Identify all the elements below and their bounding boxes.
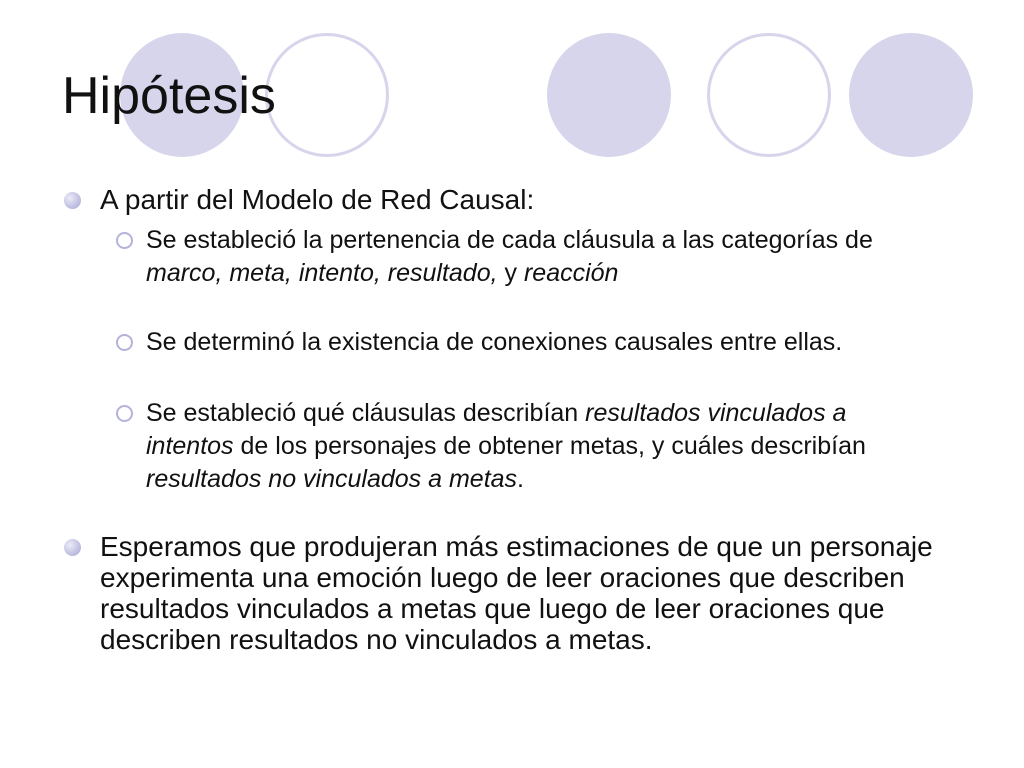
subbullet-text: Se determinó la existencia de conexiones causales entre ellas. (146, 328, 843, 356)
subbullet-text: Se estableció la pertenencia de cada cláusula a las categorías de (146, 226, 873, 254)
bullet-dot-icon (64, 539, 81, 556)
subbullet-italic: resultados no vinculados a metas (146, 465, 518, 493)
subbullet-text: Se estableció qué cláusulas describían (146, 399, 586, 427)
subbullet-italic: marco, meta, intento, resultado, (146, 259, 498, 287)
bullet-dot-icon (64, 192, 81, 209)
bullet-hypothesis (100, 531, 980, 655)
decor-circle-2 (265, 33, 389, 157)
subbullet-italic: resultados vinculados a intentos (146, 399, 847, 460)
subbullet-text: y (497, 259, 524, 287)
slide-title: Hipótesis (62, 67, 276, 125)
bullet-ring-icon (116, 334, 133, 351)
bullet-text: A partir del Modelo de Red Causal: (100, 184, 535, 215)
subbullet-connections (146, 326, 926, 359)
subbullet-italic: reacción (523, 259, 619, 287)
bullet-causal-model (100, 184, 980, 215)
subbullet-text: . (517, 465, 524, 493)
decor-circle-5 (849, 33, 973, 157)
subbullet-text: de los personajes de obtener metas, y cuáles describían (233, 432, 866, 460)
bullet-ring-icon (116, 232, 133, 249)
subbullet-results (146, 397, 926, 496)
bullet-ring-icon (116, 405, 133, 422)
bullet-text: Esperamos que produjeran más estimaciones de que un personaje experimenta una emoción luego de leer oraciones que describen resultados vinculados a metas que luego de leer oraciones que describen resultados no vinculados a metas. (100, 531, 933, 655)
decor-circle-3 (547, 33, 671, 157)
subbullet-categories (146, 224, 926, 290)
decor-circle-4 (707, 33, 831, 157)
